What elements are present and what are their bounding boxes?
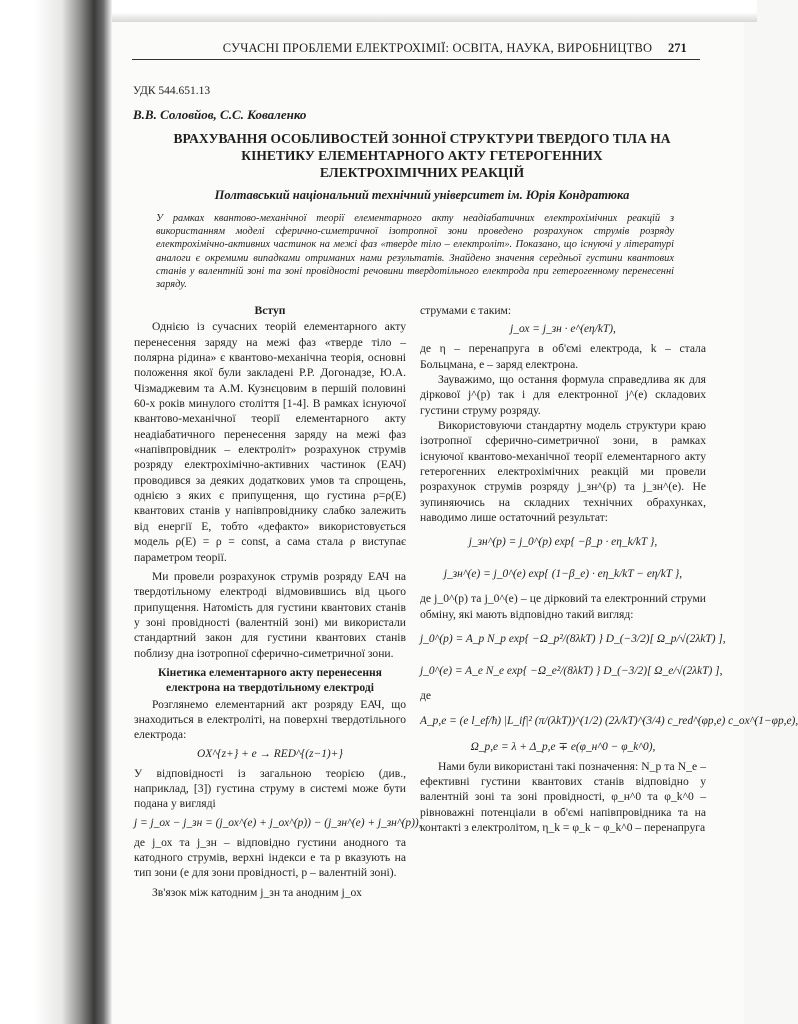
scan-top-edge — [112, 0, 757, 22]
paragraph: Ми провели розрахунок струмів розряду ЕАЧ на твердотільному електроді відмовившись від цього припущення. Натомість для густини квантових станів у зоні провідності (валентній зоні) ми використали стандартний закон для густини квантових станів поблизу дна ізотропної сферично-симетричної зони. — [134, 569, 406, 660]
omega-equation: Ω_p,e = λ + Δ_p,e ∓ e(φ_н^0 − φ_k^0), — [470, 740, 656, 753]
right-column — [420, 303, 798, 835]
paragraph: Розглянемо елементарний акт розряду ЕАЧ, що знаходиться в електроліті, на поверхні твердотільного електрода: — [134, 697, 406, 742]
paragraph: Нами були використані такі позначення: N_p та N_e – ефективні густини квантових станів відповідно у валентній зоні та зоні провідності, φ_н^0 та φ_k^0 – рівноважні потенціали в об'ємі напівпровідника та на контакті з електролітом, η_k = φ_k − φ_k^0 – перенапруга — [420, 759, 706, 834]
paper-title — [142, 130, 702, 181]
abstract: У рамках квантово-механічної теорії елементарного акту неадіабатичних електрохімічних реакцій з використанням моделі сферично-симетричної ізотропної зони проведено розрахунок струмів розряду електрохімічно-активних частинок на межі фаз «тверде тіло – електроліт». Показано, що існуючі у літературі аналоги є окремими випадками отриманих нами результатів. Знайдено значення середньої густини квантових станів у валентній зоні та зоні провідності речовини твердотільного електрода при гетерогенному перенесенні заряду. — [156, 213, 674, 291]
paragraph: У відповідності із загальною теорією (див., наприклад, [3]) густина струму в системі може бути подана у вигляді — [134, 766, 406, 811]
paragraph: де — [420, 689, 432, 703]
page-number: 271 — [668, 41, 687, 55]
affiliation: Полтавський національний технічний університет ім. Юрія Кондратюка — [214, 188, 630, 202]
header-rule — [132, 59, 700, 60]
scan-shadow-edge — [0, 0, 112, 1024]
anode-current-equation: j_ох = j_зн · e^(eη/kT), — [510, 323, 616, 336]
hole-exchange-current-equation: j_0^(p) = A_p N_p exp{ −Ω_p²/(8λkT) } D_(−3/2)[ Ω_p/√(2λkT) ], — [420, 633, 726, 646]
electron-current-equation: j_зн^(e) = j_0^(e) exp{ (1−β_e) · eη_k/kT − eη/kT }, — [443, 568, 683, 581]
section-heading-intro: Вступ — [254, 304, 286, 317]
current-density-equation: j = j_ох − j_зн = (j_ох^(e) + j_ох^(p)) − (j_зн^(e) + j_зн^(p)), — [134, 816, 422, 829]
hole-current-equation: j_зн^(p) = j_0^(p) exp{ −β_p · eη_k/kT }, — [468, 536, 658, 549]
udk-code: УДК 544.651.13 — [133, 85, 211, 97]
paragraph: Однією із сучасних теорій елементарного акту перенесення заряду на межі фаз «тверде тіло – полярна рідина» є квантово-механічна теорія, основні положення якої були закладені Р.Р. Догонадзе, Ю.А. Чізмаджевим та А.М. Кузнєцовим в першій половині 60-х років минулого століття [1-4]. В рамках існуючої квантово-механічної теорії елементарного акту неадіабатичного перенесення заряду на межі фаз «напівпровідник – електроліт» розрахунок струмів розряду електрохімічно-активних частинок (ЕАЧ) проводився за деяких додаткових умов та спрощень, однією з яких є припущення, що густина ρ=ρ(E) квантових станів у напівпровіднику слабко залежить від енергії E, тобто «дефакто» використовується модель ρ(E) = ρ = const, а сама стала ρ виступає параметром теорії. — [134, 320, 406, 564]
title-line: КІНЕТИКУ ЕЛЕМЕНТАРНОГО АКТУ ГЕТЕРОГЕННИХ — [241, 148, 603, 163]
paragraph: де j_ох та j_зн – відповідно густини анодного та катодного струмів, верхні індекси e та p вказують на тип зони (e для зони провідності, p – валентній зоні). — [134, 835, 406, 880]
paragraph: Зауважимо, що остання формула справедлива як для діркової j^(p) так і для електронної j^(e) складових густини струму розряду. — [420, 373, 706, 417]
title-line: ВРАХУВАННЯ ОСОБЛИВОСТЕЙ ЗОННОЇ СТРУКТУРИ ТВЕРДОГО ТІЛА НА — [173, 131, 671, 146]
left-column — [134, 303, 422, 900]
paragraph: струмами є таким: — [420, 304, 512, 317]
reaction-equation: OX^{z+} + e → RED^{(z−1)+} — [197, 747, 343, 760]
prefactor-equation: A_p,e = (e l_ef/ħ) |L_if|² (π/(λkT))^(1/2) (2λ/kT)^(3/4) c_red^(φp,e) c_ox^(1−φp,e), — [420, 714, 798, 727]
running-header: СУЧАСНІ ПРОБЛЕМИ ЕЛЕКТРОХІМІЇ: ОСВІТА, НАУКА, ВИРОБНИЦТВО — [222, 41, 653, 55]
paragraph: Використовуючи стандартну модель структури краю ізотропної сферично-симетричної зони, в рамках існуючої квантово-механічної теорії елементарного акту гетерогенних електрохімічних реакцій ми провели розрахунок струмів розряду j_зн^(p) та j_зн^(e). Не зупиняючись на складних технічних обрахунках, наводимо лише остаточний результат: — [420, 419, 706, 525]
authors: В.В. Соловйов, С.С. Коваленко — [133, 107, 307, 122]
electron-exchange-current-equation: j_0^(e) = A_e N_e exp{ −Ω_e²/(8λkT) } D_(−3/2)[ Ω_e/√(2λkT) ], — [420, 665, 723, 678]
paragraph: де j_0^(p) та j_0^(e) – це дірковий та електронний струми обміну, які мають відповідно такий вигляд: — [420, 592, 706, 621]
journal-page — [112, 22, 798, 1024]
section-heading-kinetics: Кінетика елементарного акту перенесення електрона на твердотільному електроді — [158, 665, 382, 695]
paragraph: де η – перенапруга в об'ємі електрода, k – стала Больцмана, e – заряд електрона. — [420, 342, 706, 371]
title-line: ЕЛЕКТРОХІМІЧНИХ РЕАКЦІЙ — [319, 165, 525, 180]
paragraph: Зв'язок між катодним j_зн та анодним j_ох — [152, 885, 362, 899]
